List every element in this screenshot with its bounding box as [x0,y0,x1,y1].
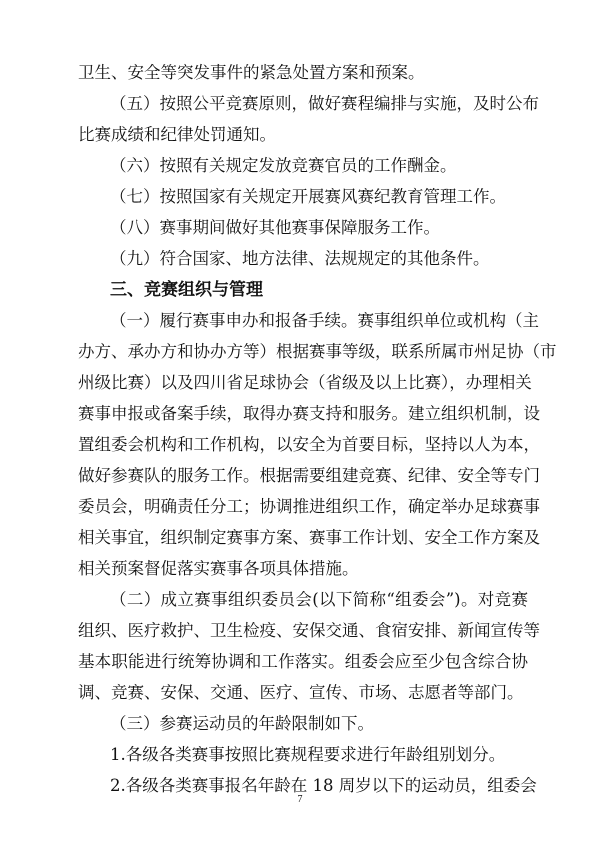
paragraph-line: 比赛成绩和纪律处罚通知。 [78,125,276,144]
paragraph-line: （八）赛事期间做好其他赛事保障服务工作。 [110,218,440,237]
page-number: 7 [297,794,303,805]
paragraph-line: 相关预案督促落实赛事各项具体措施。 [78,559,359,578]
paragraph-line: 做好参赛队的服务工作。根据需要组建竞赛、纪律、安全等专门 [78,466,540,485]
paragraph-line: 1.各级各类赛事按照比赛规程要求进行年龄组别划分。 [110,745,506,764]
paragraph-line: （九）符合国家、地方法律、法规规定的其他条件。 [110,249,490,268]
paragraph-line: 组织、医疗救护、卫生检疫、安保交通、食宿安排、新闻宣传等 [78,621,540,640]
paragraph-line: 卫生、安全等突发事件的紧急处置方案和预案。 [78,63,425,82]
paragraph-line: （七）按照国家有关规定开展赛风赛纪教育管理工作。 [110,187,506,206]
paragraph-line: 调、竞赛、安保、交通、医疗、宣传、市场、志愿者等部门。 [78,683,524,702]
paragraph-line: （一）履行赛事申办和报备手续。赛事组织单位或机构（主 [110,311,539,330]
paragraph-line: 州级比赛）以及四川省足球协会（省级及以上比赛），办理相关 [78,373,532,392]
paragraph-line: （六）按照有关规定发放竞赛官员的工作酬金。 [110,156,457,175]
paragraph-line: 置组委会机构和工作机构，以安全为首要目标，坚持以人为本， [78,435,540,454]
paragraph-line: 办方、承办方和协办方等）根据赛事等级，联系所属市州足协（市 [78,342,557,361]
paragraph-line: （五）按照公平竞赛原则，做好赛程编排与实施，及时公布 [110,94,539,113]
section-heading: 三、竞赛组织与管理 [110,280,263,300]
paragraph-line: （三）参赛运动员的年龄限制如下。 [110,714,374,733]
paragraph-line: 基本职能进行统筹协调和工作落实。组委会应至少包含综合协 [78,652,528,671]
paragraph-line: （二）成立赛事组织委员会(以下简称“组委会”)。对竞赛 [110,590,528,609]
paragraph-line: 相关事宜，组织制定赛事方案、赛事工作计划、安全工作方案及 [78,528,540,547]
paragraph-line: 2.各级各类赛事报名年龄在 18 周岁以下的运动员，组委会 [110,776,537,795]
paragraph-line: 赛事申报或备案手续，取得办赛支持和服务。建立组织机制，设 [78,404,540,423]
paragraph-line: 委员会，明确责任分工；协调推进组织工作，确定举办足球赛事 [78,497,540,516]
